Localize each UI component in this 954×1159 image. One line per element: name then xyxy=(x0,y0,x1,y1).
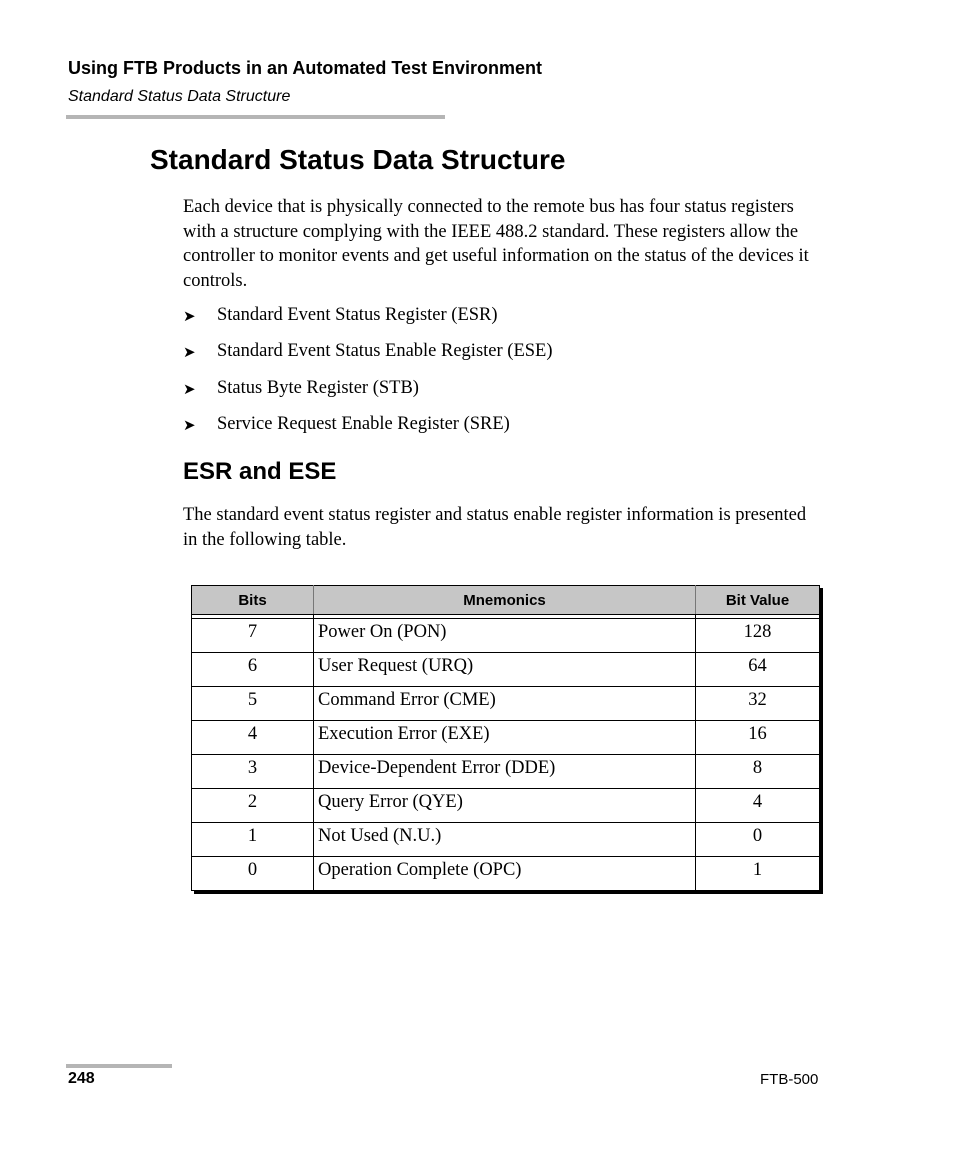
arrow-bullet-icon: ➤ xyxy=(183,381,196,398)
table-row xyxy=(192,653,820,687)
cell-bit-value: 128 xyxy=(696,619,820,653)
table-row xyxy=(192,721,820,755)
list-item-label: Standard Event Status Register (ESR) xyxy=(217,305,498,325)
cell-bits: 0 xyxy=(192,857,314,891)
intro-paragraph: Each device that is physically connected to the remote bus has four status registers with a structure complying with the IEEE 488.2 standard. These registers allow the controller to monitor events and get useful information on the status of the devices it controls. xyxy=(183,197,809,291)
table-row xyxy=(192,755,820,789)
list-item-label: Standard Event Status Enable Register (ESE) xyxy=(217,341,553,362)
running-header-subtitle: Standard Status Data Structure xyxy=(68,88,291,105)
cell-mnemonic: Device-Dependent Error (DDE) xyxy=(314,755,696,789)
table-row xyxy=(192,857,820,891)
cell-mnemonic: Execution Error (EXE) xyxy=(314,721,696,755)
list-item xyxy=(183,339,553,375)
register-table xyxy=(191,585,820,891)
table-row xyxy=(192,823,820,857)
column-header-mnemonics: Mnemonics xyxy=(314,586,696,615)
cell-mnemonic: Query Error (QYE) xyxy=(314,789,696,823)
cell-bits: 2 xyxy=(192,789,314,823)
cell-mnemonic: Not Used (N.U.) xyxy=(314,823,696,857)
document-id: FTB-500 xyxy=(760,1071,819,1088)
cell-bit-value: 32 xyxy=(696,687,820,721)
cell-bit-value: 16 xyxy=(696,721,820,755)
header-rule xyxy=(66,115,445,119)
cell-bits: 4 xyxy=(192,721,314,755)
running-header-title: Using FTB Products in an Automated Test Environment xyxy=(68,58,543,78)
column-header-bit-value: Bit Value xyxy=(696,586,820,615)
cell-bits: 6 xyxy=(192,653,314,687)
cell-mnemonic: Power On (PON) xyxy=(314,619,696,653)
cell-bit-value: 4 xyxy=(696,789,820,823)
list-item xyxy=(183,303,553,339)
arrow-bullet-icon: ➤ xyxy=(183,345,196,362)
cell-bits: 1 xyxy=(192,823,314,857)
table-row xyxy=(192,687,820,721)
cell-bits: 7 xyxy=(192,619,314,653)
cell-bits: 3 xyxy=(192,755,314,789)
cell-mnemonic: Operation Complete (OPC) xyxy=(314,857,696,891)
list-item-label: Status Byte Register (STB) xyxy=(217,377,419,398)
cell-bit-value: 64 xyxy=(696,653,820,687)
page-title: Standard Status Data Structure xyxy=(150,144,566,175)
column-header-bits: Bits xyxy=(192,586,314,615)
cell-mnemonic: Command Error (CME) xyxy=(314,687,696,721)
cell-bit-value: 0 xyxy=(696,823,820,857)
section-heading: ESR and ESE xyxy=(183,458,337,485)
cell-bit-value: 1 xyxy=(696,857,820,891)
register-list xyxy=(183,303,553,448)
page-number: 248 xyxy=(68,1070,95,1087)
table-header-row xyxy=(192,586,820,615)
table-row xyxy=(192,619,820,653)
list-item-label: Service Request Enable Register (SRE) xyxy=(217,413,510,434)
list-item xyxy=(183,412,553,448)
table-row xyxy=(192,789,820,823)
footer-rule xyxy=(66,1064,172,1068)
arrow-bullet-icon: ➤ xyxy=(183,309,196,325)
list-item xyxy=(183,376,553,412)
cell-bits: 5 xyxy=(192,687,314,721)
cell-bit-value: 8 xyxy=(696,755,820,789)
table-intro-paragraph: The standard event status register and status enable register information is presented in the following table. xyxy=(183,505,807,550)
arrow-bullet-icon: ➤ xyxy=(183,417,196,434)
cell-mnemonic: User Request (URQ) xyxy=(314,653,696,687)
